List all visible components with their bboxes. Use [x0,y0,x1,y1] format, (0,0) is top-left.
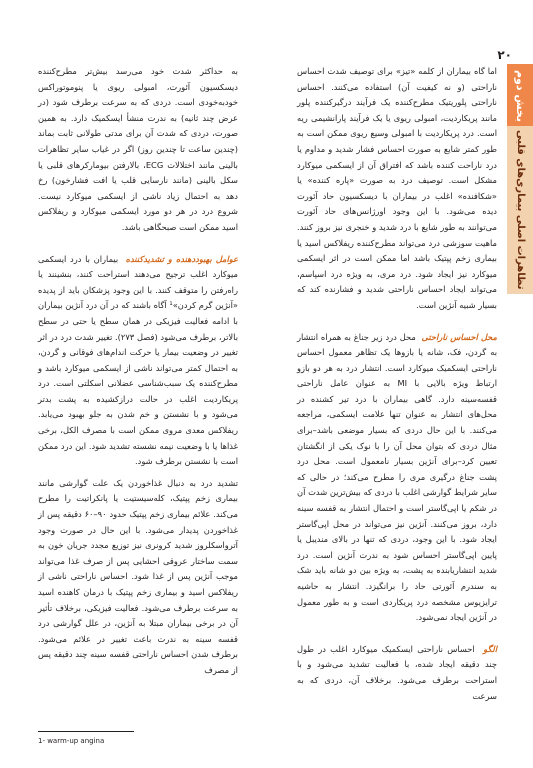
right-column [297,64,497,710]
paragraph [297,642,497,704]
footnote: 1- warm-up angina [38,737,105,745]
paragraph: اما گاه بیماران از کلمه «تیز» برای توصیف شدت احساس ناراحتی (و نه کیفیت آن) استفاده می‌کنند. احساس ناراحتی پلوریتیک مطرح‌کننده یک فرآیند درگیرکننده پلور مانند پریکاردیت، امبولی ریوی یا یک فرآیند پارانشیمی ریه است. درد پریکاردیت با امبولی وسیع ریوی ممکن است به طور کمتر شایع به صورت احساس فشار شدید و مداوم یا درد ناراحت کننده باشد که افتراق آن از ایسکمی میوکارد مشکل است. توصیف درد به صورت «پاره کننده» یا «شکافنده» اغلب در بیماران با دیسکسیون حاد آئورت دیده می‌شود. با این وجود اورژانس‌های حاد آئورت می‌توانند به طور شایع با درد شدید و خنجری نیز بروز کنند. ماهیت سوزشی درد می‌تواند مطرح‌کننده ریفلاکس اسید یا بیماری زخم پپتیک باشد اما ممکن است در اثر ایسکمی میوکارد نیز ایجاد شود. درد مری، به ویژه درد اسپاسم، می‌تواند ایجاد احساس ناراحتی شدید و فشارنده کند که بسیار شبیه آنژین است. [297,66,497,310]
paragraph [38,252,238,470]
paragraph: به حداکثر شدت خود می‌رسد بیش‌تر مطرح‌کننده دیسکسیون آئورت، امبولی ریوی یا پنوموتوراکس خودبه‌خودی است. دردی که به سرعت برطرف شود (در عرض چند ثانیه) به ندرت منشأ ایسکمیک دارد. به همین صورت، دردی که شدت آن برای مدتی طولانی ثابت بماند (چندین ساعت تا چندین روز) اگر در غیاب سایر تظاهرات بالینی مانند اختلالات ECG، بالارفتن بیومارکرهای قلبی یا سکل بالینی (مانند نارسایی قلب یا افت فشارخون) رخ دهد به احتمال زیاد ناشی از ایسکمی میوکارد نیست. شروع درد در هر دو مورد ایسکمی میوکارد و ریفلاکس اسید ممکن است صبحگاهی باشد. [38,66,238,232]
subheading: عوامل بهبوددهنده و تشدیدکننده [125,253,239,264]
paragraph [297,330,497,626]
page-number: ۲۰ [497,48,512,62]
paragraph-body: احساس ناراحتی ایسکمیک میوکارد اغلب در طول چند دقیقه ایجاد شده، با فعالیت تشدید می‌شود و با استراحت برطرف می‌شود. برخلاف آن، دردی که به سرعت [297,643,497,701]
footnote-rule [38,731,134,732]
paragraph-body: محل درد زیر جناغ به همراه انتشار به گردن، فک، شانه یا بازوها یک تظاهر معمول احساس ناراحتی ایسکمیک میوکارد است. انتشار درد به هر دو بازو ارتباط ویژه بالایی با MI به عنوان عامل ناراحتی قفسه‌سینه دارد. گاهی بیماران با درد تیر کشنده در محل‌های انتشار به عنوان تنها علامت ایسکمی، مراجعه می‌کنند. با این حال دردی که بسیار موضعی باشد–برای مثال دردی که بتوان محل آن را با نوک یکی از انگشتان تعیین کرد–برای آنژین بسیار نامعمول است. محل درد پشت جناغ درگیری مری را مطرح می‌کند؛ در حالی که سایر شرایط گوارشی اغلب با دردی که بیش‌ترین شدت آن در شکم یا اپی‌گاستر است و احتمال انتشار به قفسه سینه دارد، بروز می‌کنند. آنژین نیز می‌تواند در محل اپی‌گاستر ایجاد شود. با این وجود، دردی که تنها در بالای منديبل يا پايين اپی‌گاستر احساس شود به ندرت آنژین است. درد شدید انتشاریابنده به پشت، به ویژه بین دو شانه باید شک به سندرم آئورتی حاد را برانگیزد. انتشار به حاشیه ترایزیوس مشخصه درد پریکاردی است و به طور معمول در آنژین ایجاد نمی‌شود. [297,331,497,623]
subheading: الگو [483,643,497,654]
side-tab-chapter-label: تظاهرات اصلی بیماری‌های قلبی [515,130,526,290]
paragraph: تشدید درد به دنبال غذاخوردن یک علت گوارشی مانند بیماری زخم پپتیک، کله‌سیستیت یا پانکراتیت را مطرح می‌کند. علائم بیماری زخم پپتیک حدود ۹۰–۶۰ دقیقه پس از غذاخوردن پدیدار می‌شود. با این حال در صورت وجود آترواسکلروز شدید کرونری نیز توزیع مجدد جریان خون به سمت ساختار عروقی احشایی پس از صرف غذا می‌تواند موجب آنژین پس از غذا شود. احساس ناراحتی ناشی از ریفلاکس اسید و بیماری زخم پپتیک با درمان کاهنده اسید به سرعت برطرف می‌شود. فعالیت فیزیکی، برخلاف تأثیر آن در برخی بیماران مبتلا به آنژین، در علل گوارشی درد قفسه سینه به ندرت باعث تغییر در علائم می‌شود. برطرف شدن احساس ناراحتی قفسه سینه چند دقیقه پس از مصرف [38,477,239,675]
paragraph-body: بیماران با درد ایسکمی میوکارد اغلب ترجیح می‌دهند استراحت کنند، بنشینند یا راه‌رفتن را متوقف کنند. با این وجود پزشکان باید از پدیده «آنژین گرم کردن»¹ آگاه باشند که در آن درد آنژین بیماران با ادامه فعالیت فیزیکی در همان سطح یا حتی در سطح بالاتر، برطرف می‌شود (فصل ۲۷۳). تغییر شدت درد در اثر تغییر در وضعیت بیمار یا حرکت اندام‌های فوقانی و گردن، به احتمال کمتر می‌تواند ناشی از ایسکمی میوکارد باشد و مطرح‌کننده یک سبب‌شناسی عضلانی اسکلتی است. درد پریکاردیت اغلب در حالت درازکشیده به پشت بدتر می‌شود و با نشستن و خم شدن به جلو بهبود می‌یابد. ریفلاکس معدی مروی ممکن است با مصرف الکل، برخی غذاها یا با وضعیت نیمه نشسته تشدید شود. این درد ممکن است با نشستن برطرف شود. [38,253,239,467]
left-column [38,64,238,685]
side-tab-part-label: بخش دوم [514,70,527,122]
subheading: محل احساس ناراحتی [421,331,497,342]
